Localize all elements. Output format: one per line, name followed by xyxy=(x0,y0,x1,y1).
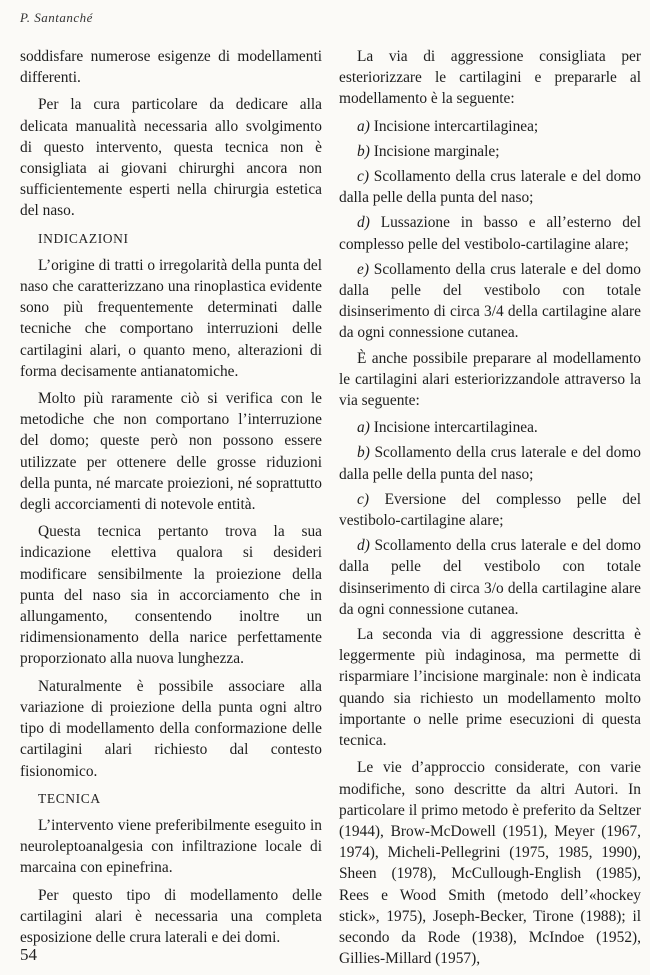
list-label: a) xyxy=(357,117,370,135)
page-number: 54 xyxy=(20,945,37,964)
section-heading-tecnica: TECNICA xyxy=(38,790,101,806)
paragraph: L’intervento viene preferibilmente eseguito in neuroleptoanalgesia con infiltrazione locale di marcaina con epinefrina. xyxy=(20,816,322,877)
paragraph: Le vie d’approccio considerate, con varie modifiche, sono descritte da altri Autori. In particolare il primo metodo è preferito da Seltzer (1944), Brow-McDowell (1951), Meyer (1967, 1974), Micheli-Pellegrini (1975, 1985, 1990), Sheen (1978), McCullough-English (1985), Rees e Wood Smith (metodo dell’«hockey stick», 1975), Joseph-Becker, Tirone (1988); il secondo da Rode (1938), McIndoe (1952), Gillies-Millard (1957), xyxy=(339,759,641,968)
list-item xyxy=(339,116,641,137)
list-label: c) xyxy=(357,490,369,508)
list-label: e) xyxy=(357,260,369,278)
list-item xyxy=(339,141,641,162)
list-item xyxy=(339,489,641,531)
list-text: Scollamento della crus laterale e del domo dalla pelle del vestibolo con totale disinserimento di circa 3/4 della cartilagine alare da ogni connessione cutanea. xyxy=(339,260,641,342)
list-label: c) xyxy=(357,168,369,186)
list-label: a) xyxy=(357,419,370,437)
paragraph: Naturalmente è possibile associare alla variazione di proiezione della punta ogni altro tipo di modellamento della conformazione delle cartilagini alari richiesto dal contesto fisionomico. xyxy=(20,677,322,780)
list-item xyxy=(339,166,641,208)
paragraph: La seconda via di aggressione descritta è leggermente più indaginosa, ma permette di risparmiare l’incisione marginale: non è indicata quando sia richiesto un modellamento molto importante o nelle prime esecuzioni di questa tecnica. xyxy=(339,626,641,750)
section-heading-indicazioni: INDICAZIONI xyxy=(38,230,129,246)
list-label: d) xyxy=(357,537,370,555)
list-text: Scollamento della crus laterale e del domo dalla pelle della punta del naso; xyxy=(339,168,641,207)
list-text: Lussazione in basso e all’esterno del complesso pelle del vestibolo-cartilagine alare; xyxy=(339,214,641,253)
paragraph: Per la cura particolare da dedicare alla delicata manualità necessaria allo svolgimento di questo intervento, questa tecnica non è consigliata ai giovani chirurghi ancora non sufficientemente esperti nella chirurgia estetica del naso. xyxy=(20,96,322,220)
list-label: b) xyxy=(357,444,370,462)
right-column xyxy=(339,46,641,975)
list-item xyxy=(339,442,641,484)
list-text: Incisione intercartilaginea; xyxy=(373,117,539,135)
paragraph: Molto più raramente ciò si verifica con le metodiche che non comportano l’interruzione del domo; queste però non possono essere utilizzate per ottenere delle grosse riduzioni della punta, né marcate proiezioni, né soprattutto degli accorciamenti di notevole entità. xyxy=(20,390,322,514)
list-item xyxy=(339,417,641,438)
paragraph: Questa tecnica pertanto trova la sua indicazione elettiva qualora si desideri modificare sensibilmente la proiezione della punta del naso sia in accorciamento che in allungamento, consentendo inoltre un ridimensionamento della narice perfettamente proporzionato alla nuova lunghezza. xyxy=(20,523,322,668)
running-head: P. Santanché xyxy=(20,10,93,25)
paragraph: L’origine di tratti o irregolarità della punta del naso che caratterizzano una rinoplastica evidente sono più frequentemente determinati dalle tecniche che comportano interruzioni delle cartilagini alari, o quanto meno, alterazioni di forma decisamente antianatomiche. xyxy=(20,256,322,380)
paragraph: soddisfare numerose esigenze di modellamenti differenti. xyxy=(20,48,322,87)
list-text: Scollamento della crus laterale e del domo dalla pelle della punta del naso; xyxy=(339,444,641,483)
paragraph: Per questo tipo di modellamento delle cartilagini alari è necessaria una completa esposizione delle crura laterali e dei domi. xyxy=(20,886,322,946)
paragraph: La via di aggressione consigliata per esteriorizzare le cartilagini e prepararle al modellamento è la seguente: xyxy=(339,48,641,108)
list-text: Incisione marginale; xyxy=(373,142,500,160)
list-text: Scollamento della crus laterale e del domo dalla pelle del vestibolo con totale disinserimento di circa 3/o della cartilagine alare da ogni connessione cutanea. xyxy=(339,537,641,618)
list-item xyxy=(339,259,641,344)
list-item xyxy=(339,535,641,620)
list-text: Eversione del complesso pelle del vestibolo-cartilagine alare; xyxy=(339,490,641,530)
list-text: Incisione intercartilaginea. xyxy=(373,419,538,437)
left-column xyxy=(20,46,322,954)
list-item xyxy=(339,212,641,254)
list-label: b) xyxy=(357,142,370,160)
list-label: d) xyxy=(357,214,370,232)
paragraph: È anche possibile preparare al modellamento le cartilagini alari esteriorizzandole attraverso la via seguente: xyxy=(339,349,641,410)
